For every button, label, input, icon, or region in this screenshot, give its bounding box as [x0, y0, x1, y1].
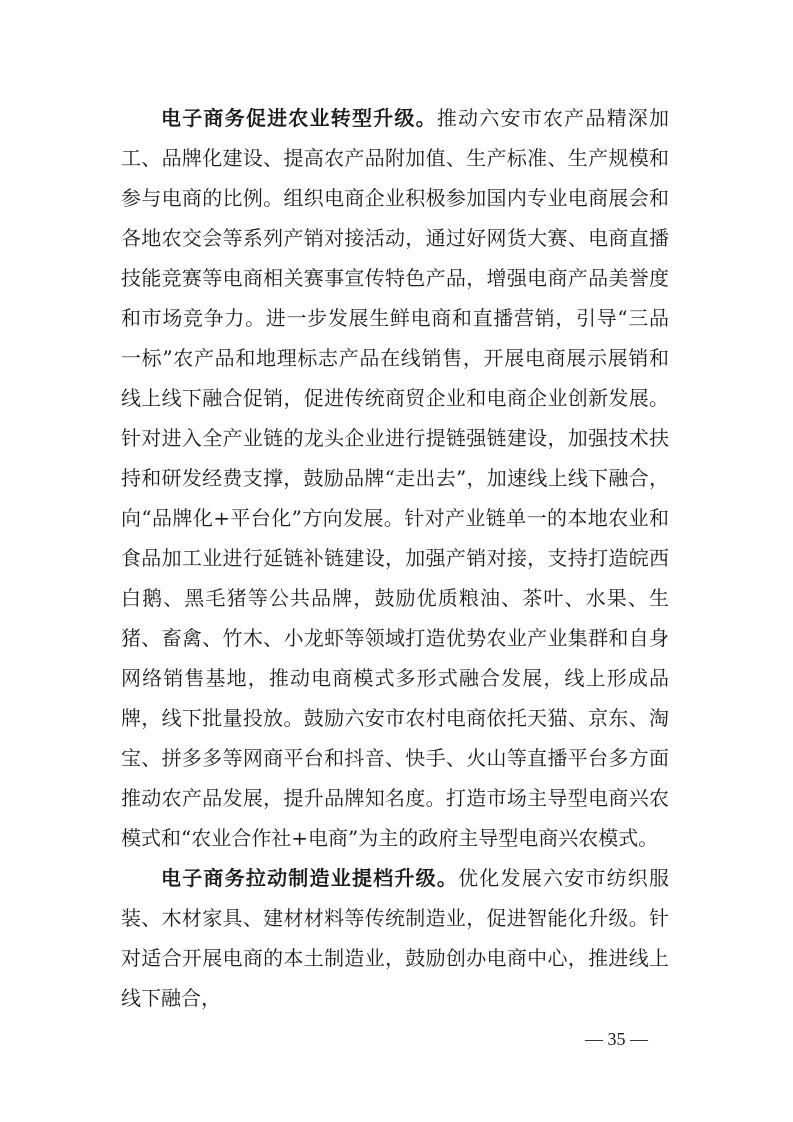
paragraph-body: 推动六安市农产品精深加工、品牌化建设、提高农产品附加值、生产标准、生产规模和参与电商的比例。组织电商企业积极参加国内专业电商展会和各地农交会等系列产销对接活动，通过好网货大赛、电商直播技能竞赛等电商相关赛事宣传特色产品，增强电商产品美誉度和市场竞争力。进一步发展生鲜电商和直播营销，引导“三品一标”农产品和地理标志产品在线销售，开展电商展示展销和线上线下融合促销，促进传统商贸企业和电商企业创新发展。针对进入全产业链的龙头企业进行提链强链建设，加强技术扶持和研发经费支撑，鼓励品牌“走出去”，加速线上线下融合，向“品牌化+平台化”方向发展。针对产业链单一的本地农业和食品加工业进行延链补链建设，加强产销对接，支持打造皖西白鹅、黑毛猪等公共品牌，鼓励优质粮油、茶叶、水果、生猪、畜禽、竹木、小龙虾等领域打造优势农业产业集群和自身网络销售基地，推动电商模式多形式融合发展，线上形成品牌，线下批量投放。鼓励六安市农村电商依托天猫、京东、淘宝、拼多多等网商平台和抖音、快手、火山等直播平台多方面推动农产品发展，提升品牌知名度。打造市场主导型电商兴农模式和“农业合作社+电商”为主的政府主导型电商兴农模式。: [121, 106, 670, 850]
body-text: [121, 98, 669, 1018]
page-number: — 35 —: [585, 1029, 648, 1049]
paragraph-manufacturing: [121, 858, 669, 1018]
paragraph-heading: 电子商务拉动制造业提档升级。: [161, 866, 459, 890]
paragraph-heading: 电子商务促进农业转型升级。: [161, 106, 437, 130]
paragraph-agriculture: [121, 98, 669, 858]
paragraph-body: 优化发展六安市纺织服装、木材家具、建材材料等传统制造业，促进智能化升级。针对适合开展电商的本土制造业，鼓励创办电商中心，推进线上线下融合，: [121, 866, 670, 1010]
